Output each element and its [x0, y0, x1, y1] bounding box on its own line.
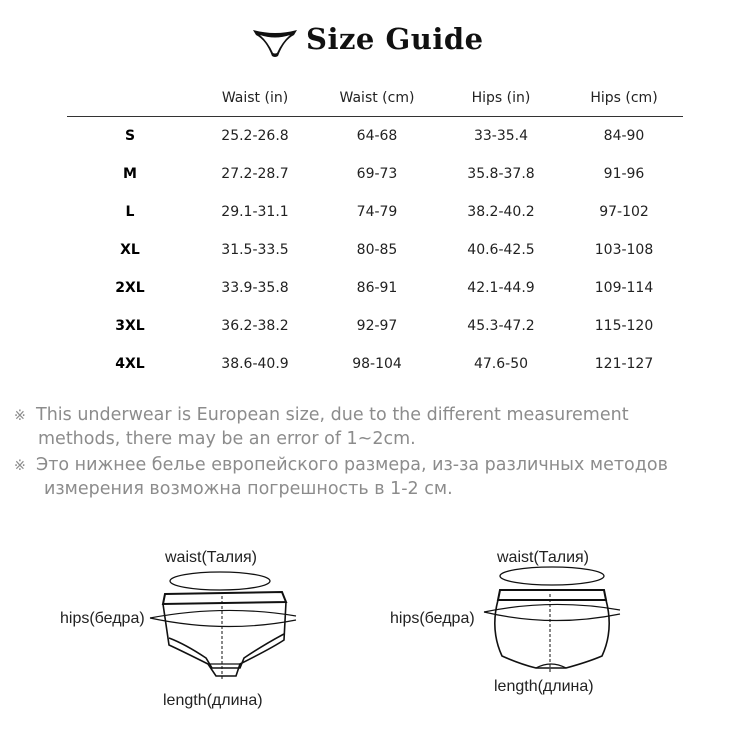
table-cell: 121-127: [594, 356, 654, 372]
table-cell: 92-97: [356, 318, 398, 334]
brief-diagram: [150, 572, 296, 680]
size-label: 4XL: [115, 356, 145, 372]
table-cell: 33.9-35.8: [221, 280, 289, 296]
table-cell: 42.1-44.9: [467, 280, 535, 296]
size-label: M: [123, 166, 137, 182]
table-cell: 33-35.4: [473, 128, 529, 144]
boyshort-diagram: [484, 567, 620, 672]
note-line: methods, there may be an error of 1~2cm.: [38, 429, 416, 449]
table-cell: 115-120: [594, 318, 654, 334]
table-cell: 103-108: [594, 242, 654, 258]
boyshort-length-label: length(длина): [494, 678, 594, 695]
table-cell: 36.2-38.2: [221, 318, 289, 334]
table-row: [67, 231, 683, 269]
size-label: L: [125, 204, 135, 220]
table-cell: 25.2-26.8: [221, 128, 289, 144]
table-cell: 40.6-42.5: [467, 242, 535, 258]
table-cell: 74-79: [356, 204, 398, 220]
column-header: Hips (cm): [565, 80, 683, 117]
table-row: [67, 193, 683, 231]
table-cell: 84-90: [603, 128, 645, 144]
note-line: This underwear is European size, due to the different measurement: [36, 405, 629, 425]
size-label: XL: [120, 242, 140, 258]
table-row: [67, 155, 683, 193]
table-header-row: [67, 80, 683, 117]
table-cell: 80-85: [356, 242, 398, 258]
boyshort-hips-label: hips(бедра): [390, 610, 475, 627]
column-header: Hips (in): [437, 80, 565, 117]
note-mark: ※: [14, 408, 26, 424]
brief-hips-label: hips(бедра): [60, 610, 145, 627]
size-table: [67, 80, 683, 383]
table-cell: 35.8-37.8: [467, 166, 535, 182]
diagram-illustration: [0, 540, 750, 730]
table-cell: 69-73: [356, 166, 398, 182]
size-label: 3XL: [115, 318, 145, 334]
table-cell: 97-102: [599, 204, 649, 220]
boyshort-waist-label: waist(Талия): [497, 549, 589, 566]
note-english: [14, 404, 629, 451]
table-cell: 109-114: [594, 280, 654, 296]
column-header: Waist (in): [193, 80, 317, 117]
table-cell: 31.5-33.5: [221, 242, 289, 258]
table-cell: 98-104: [352, 356, 402, 372]
table-row: [67, 117, 683, 156]
table-cell: 91-96: [603, 166, 645, 182]
table-row: [67, 307, 683, 345]
column-header: Waist (cm): [317, 80, 437, 117]
table-row: [67, 345, 683, 383]
note-line: измерения возможна погрешность в 1-2 см.: [44, 479, 453, 499]
table-cell: 47.6-50: [473, 356, 529, 372]
measurement-diagrams: [0, 540, 750, 730]
table-row: [67, 269, 683, 307]
note-russian: [14, 454, 668, 501]
size-label: 2XL: [115, 280, 145, 296]
column-header: [67, 80, 193, 117]
brief-waist-label: waist(Талия): [165, 549, 257, 566]
panties-icon: [250, 24, 300, 60]
table-cell: 38.2-40.2: [467, 204, 535, 220]
header: [0, 22, 750, 66]
brief-length-label: length(длина): [163, 692, 263, 709]
table-cell: 64-68: [356, 128, 398, 144]
table-cell: 29.1-31.1: [221, 204, 289, 220]
page-title: Size Guide: [306, 22, 484, 56]
table-cell: 27.2-28.7: [221, 166, 289, 182]
note-mark: ※: [14, 458, 26, 474]
table-cell: 86-91: [356, 280, 398, 296]
table-cell: 45.3-47.2: [467, 318, 535, 334]
size-label: S: [124, 128, 136, 144]
table-cell: 38.6-40.9: [221, 356, 289, 372]
note-line: Это нижнее белье европейского размера, из-за различных методов: [36, 455, 668, 475]
